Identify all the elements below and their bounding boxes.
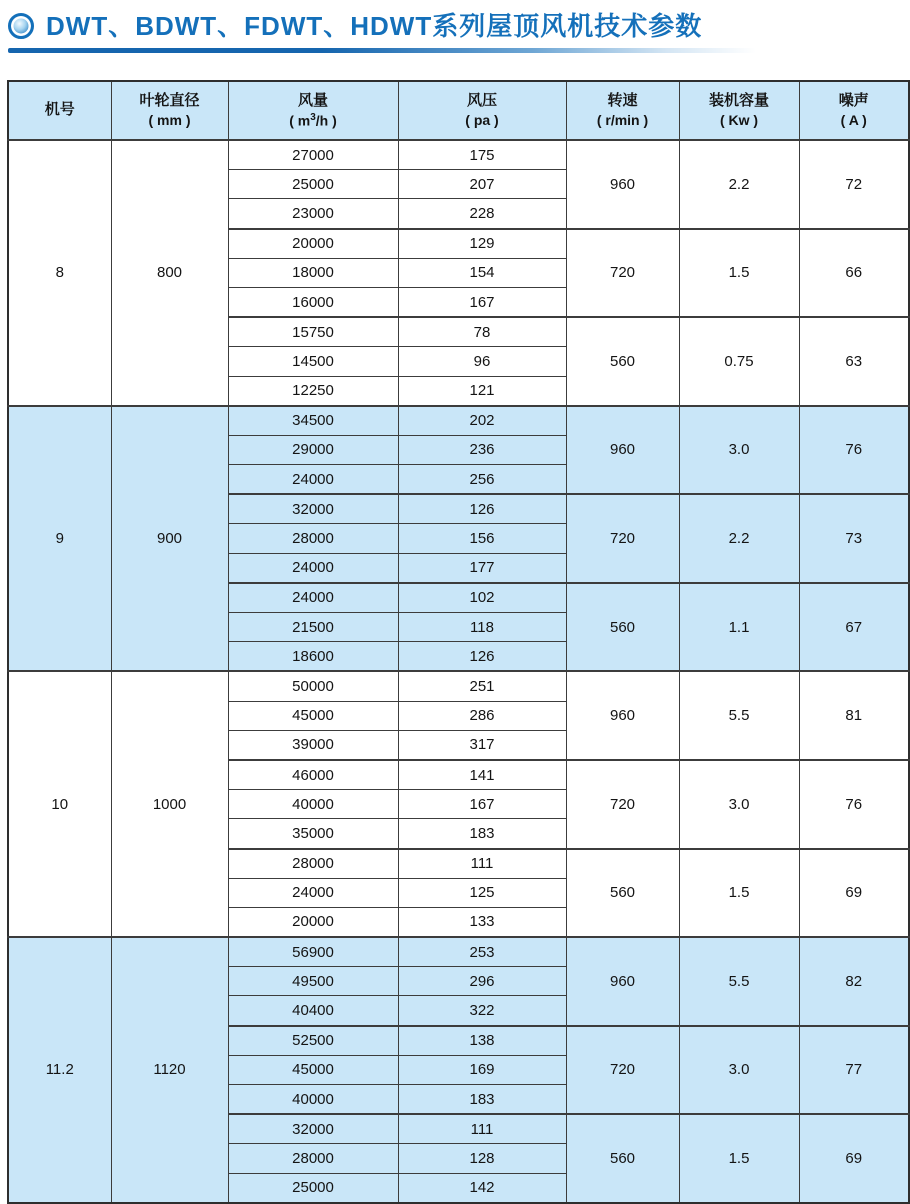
- model-number-cell: 10: [8, 671, 111, 937]
- column-header-4: [566, 81, 679, 140]
- air-pressure-cell: 125: [398, 878, 566, 907]
- installed-power-cell: 2.2: [679, 494, 799, 583]
- speed-cell: 720: [566, 494, 679, 583]
- column-header-label: 装机容量: [708, 91, 769, 109]
- impeller-diameter-cell: 800: [111, 140, 228, 406]
- column-header-label: 转速: [607, 91, 638, 109]
- air-pressure-cell: 175: [398, 140, 566, 170]
- noise-cell: 76: [799, 406, 909, 495]
- installed-power-cell: 2.2: [679, 140, 799, 229]
- column-header-unit: ( Kw ): [719, 112, 759, 129]
- noise-cell: 73: [799, 494, 909, 583]
- column-header-label: 噪声: [838, 91, 869, 109]
- air-pressure-cell: 183: [398, 819, 566, 849]
- air-volume-cell: 24000: [228, 553, 398, 583]
- air-pressure-cell: 177: [398, 553, 566, 583]
- model-number-cell: 8: [8, 140, 111, 406]
- air-pressure-cell: 236: [398, 435, 566, 464]
- air-pressure-cell: 118: [398, 613, 566, 642]
- air-volume-cell: 14500: [228, 347, 398, 376]
- speed-cell: 960: [566, 671, 679, 760]
- speed-cell: 560: [566, 583, 679, 672]
- air-volume-cell: 15750: [228, 317, 398, 347]
- air-volume-cell: 20000: [228, 907, 398, 937]
- air-pressure-cell: 167: [398, 287, 566, 317]
- speed-cell: 560: [566, 849, 679, 938]
- air-pressure-cell: 322: [398, 996, 566, 1026]
- column-header-label: 机号: [44, 101, 75, 119]
- column-header-1: [111, 81, 228, 140]
- air-pressure-cell: 317: [398, 730, 566, 760]
- air-volume-cell: 40000: [228, 790, 398, 819]
- air-pressure-cell: 156: [398, 524, 566, 553]
- air-volume-cell: 49500: [228, 967, 398, 996]
- air-volume-cell: 35000: [228, 819, 398, 849]
- air-volume-cell: 12250: [228, 376, 398, 406]
- air-pressure-cell: 251: [398, 671, 566, 701]
- noise-cell: 76: [799, 760, 909, 849]
- air-pressure-cell: 183: [398, 1085, 566, 1115]
- column-header-2: [228, 81, 398, 140]
- column-header-5: [679, 81, 799, 140]
- installed-power-cell: 3.0: [679, 406, 799, 495]
- air-pressure-cell: 167: [398, 790, 566, 819]
- air-volume-cell: 28000: [228, 849, 398, 879]
- noise-cell: 81: [799, 671, 909, 760]
- speed-cell: 560: [566, 1114, 679, 1203]
- table-row: [8, 937, 909, 967]
- air-pressure-cell: 286: [398, 701, 566, 730]
- air-volume-cell: 20000: [228, 229, 398, 259]
- air-pressure-cell: 142: [398, 1173, 566, 1203]
- column-header-unit: ( mm ): [148, 112, 191, 129]
- air-volume-cell: 27000: [228, 140, 398, 170]
- air-volume-cell: 18000: [228, 258, 398, 287]
- installed-power-cell: 1.1: [679, 583, 799, 672]
- air-volume-cell: 25000: [228, 170, 398, 199]
- air-volume-cell: 50000: [228, 671, 398, 701]
- air-volume-cell: 18600: [228, 642, 398, 672]
- model-number-cell: 11.2: [8, 937, 111, 1203]
- installed-power-cell: 3.0: [679, 760, 799, 849]
- spec-table-body: [8, 140, 909, 1203]
- air-pressure-cell: 128: [398, 1144, 566, 1173]
- installed-power-cell: 5.5: [679, 671, 799, 760]
- air-volume-cell: 45000: [228, 701, 398, 730]
- speed-cell: 560: [566, 317, 679, 406]
- noise-cell: 63: [799, 317, 909, 406]
- air-pressure-cell: 228: [398, 199, 566, 229]
- air-volume-cell: 45000: [228, 1055, 398, 1084]
- spec-table-header: [8, 81, 909, 140]
- noise-cell: 69: [799, 849, 909, 938]
- air-pressure-cell: 121: [398, 376, 566, 406]
- air-volume-cell: 40400: [228, 996, 398, 1026]
- air-pressure-cell: 96: [398, 347, 566, 376]
- air-pressure-cell: 129: [398, 229, 566, 259]
- page-title: DWT、BDWT、FDWT、HDWT系列屋顶风机技术参数: [46, 11, 703, 41]
- speed-cell: 720: [566, 1026, 679, 1115]
- air-pressure-cell: 111: [398, 849, 566, 879]
- noise-cell: 72: [799, 140, 909, 229]
- air-pressure-cell: 207: [398, 170, 566, 199]
- installed-power-cell: 1.5: [679, 229, 799, 318]
- speed-cell: 720: [566, 760, 679, 849]
- air-volume-cell: 52500: [228, 1026, 398, 1056]
- air-pressure-cell: 253: [398, 937, 566, 967]
- air-volume-cell: 24000: [228, 465, 398, 495]
- air-pressure-cell: 126: [398, 494, 566, 524]
- model-number-cell: 9: [8, 406, 111, 672]
- air-pressure-cell: 133: [398, 907, 566, 937]
- air-volume-cell: 24000: [228, 878, 398, 907]
- impeller-diameter-cell: 1120: [111, 937, 228, 1203]
- air-volume-cell: 32000: [228, 494, 398, 524]
- air-volume-cell: 28000: [228, 1144, 398, 1173]
- air-volume-cell: 32000: [228, 1114, 398, 1144]
- noise-cell: 69: [799, 1114, 909, 1203]
- installed-power-cell: 3.0: [679, 1026, 799, 1115]
- column-header-unit: ( $m^3/h$ ): [289, 111, 337, 129]
- page-title-row: [8, 13, 702, 39]
- installed-power-cell: 0.75: [679, 317, 799, 406]
- bullseye-circle-icon: [8, 13, 34, 39]
- air-pressure-cell: 126: [398, 642, 566, 672]
- impeller-diameter-cell: 1000: [111, 671, 228, 937]
- air-pressure-cell: 256: [398, 465, 566, 495]
- air-pressure-cell: 202: [398, 406, 566, 436]
- air-volume-cell: 29000: [228, 435, 398, 464]
- header-row: [8, 81, 909, 140]
- air-pressure-cell: 141: [398, 760, 566, 790]
- speed-cell: 960: [566, 406, 679, 495]
- column-header-unit: ( pa ): [465, 112, 499, 129]
- air-volume-cell: 39000: [228, 730, 398, 760]
- air-pressure-cell: 154: [398, 258, 566, 287]
- column-header-label: 叶轮直径: [139, 91, 200, 109]
- air-pressure-cell: 111: [398, 1114, 566, 1144]
- air-volume-cell: 40000: [228, 1085, 398, 1115]
- installed-power-cell: 1.5: [679, 1114, 799, 1203]
- column-header-3: [398, 81, 566, 140]
- air-volume-cell: 21500: [228, 613, 398, 642]
- speed-cell: 960: [566, 140, 679, 229]
- air-volume-cell: 46000: [228, 760, 398, 790]
- column-header-unit: ( A ): [840, 112, 867, 129]
- column-header-label: 风压: [466, 91, 497, 109]
- air-pressure-cell: 102: [398, 583, 566, 613]
- air-pressure-cell: 296: [398, 967, 566, 996]
- air-volume-cell: 24000: [228, 583, 398, 613]
- noise-cell: 77: [799, 1026, 909, 1115]
- noise-cell: 66: [799, 229, 909, 318]
- air-volume-cell: 16000: [228, 287, 398, 317]
- table-row: [8, 671, 909, 701]
- installed-power-cell: 5.5: [679, 937, 799, 1026]
- column-header-label: 风量: [297, 91, 328, 109]
- air-volume-cell: 25000: [228, 1173, 398, 1203]
- air-pressure-cell: 169: [398, 1055, 566, 1084]
- impeller-diameter-cell: 900: [111, 406, 228, 672]
- speed-cell: 960: [566, 937, 679, 1026]
- column-header-0: [8, 81, 111, 140]
- air-volume-cell: 34500: [228, 406, 398, 436]
- column-header-unit: ( r/min ): [596, 112, 649, 129]
- air-volume-cell: 23000: [228, 199, 398, 229]
- noise-cell: 82: [799, 937, 909, 1026]
- table-row: [8, 406, 909, 436]
- air-volume-cell: 28000: [228, 524, 398, 553]
- title-underline-rule: [8, 48, 756, 53]
- air-volume-cell: 56900: [228, 937, 398, 967]
- noise-cell: 67: [799, 583, 909, 672]
- air-pressure-cell: 138: [398, 1026, 566, 1056]
- fan-spec-table: [7, 80, 910, 1204]
- installed-power-cell: 1.5: [679, 849, 799, 938]
- speed-cell: 720: [566, 229, 679, 318]
- column-header-6: [799, 81, 909, 140]
- table-row: [8, 140, 909, 170]
- air-pressure-cell: 78: [398, 317, 566, 347]
